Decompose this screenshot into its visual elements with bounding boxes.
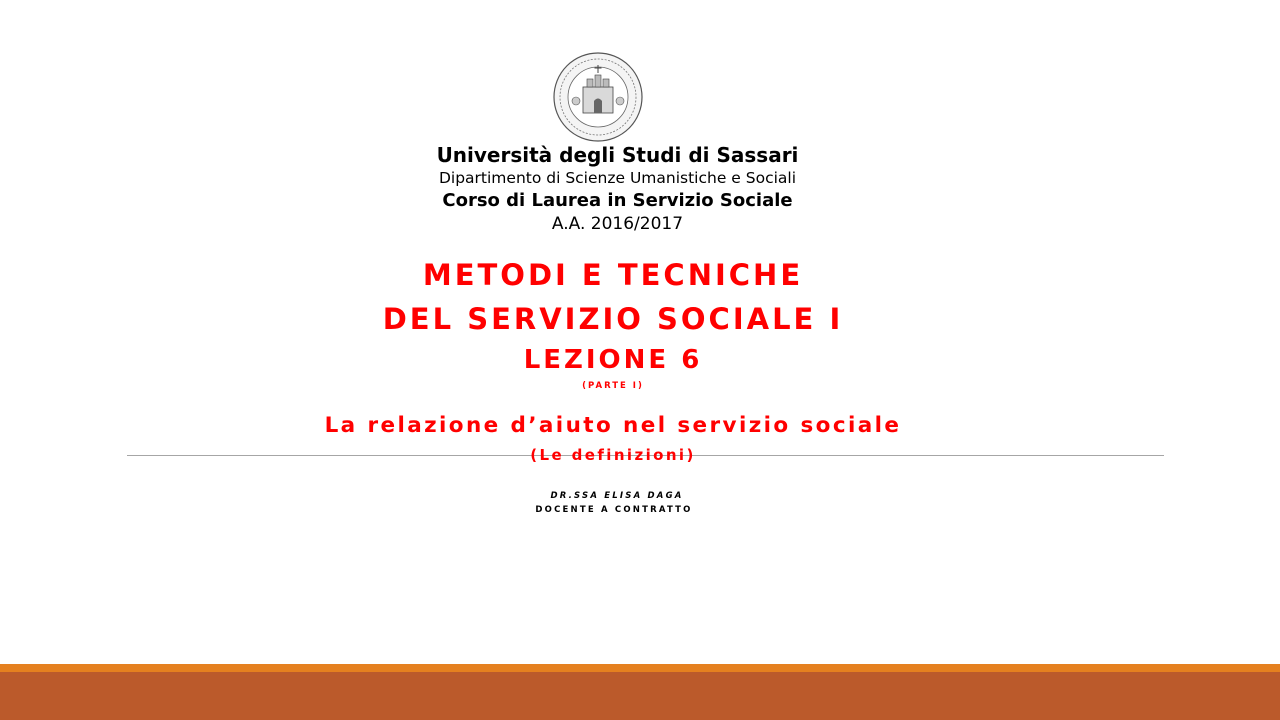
slide-subtitle: La relazione d’aiuto nel servizio sociale	[324, 413, 902, 438]
footer-stripe-rust	[0, 672, 1280, 720]
lesson-part: (PARTE I)	[582, 381, 644, 391]
university-seal-icon	[552, 51, 644, 143]
author-name: DR.SSA ELISA DAGA	[550, 491, 684, 501]
footer-stripe-orange	[0, 664, 1280, 672]
slide-subtitle-secondary: (Le definizioni)	[530, 446, 696, 464]
author-role: DOCENTE A CONTRATTO	[535, 505, 693, 515]
department-name: Dipartimento di Scienze Umanistiche e Sociali	[438, 169, 797, 187]
course-name: Corso di Laurea in Servizio Sociale	[442, 190, 793, 211]
title-line-2: DEL SERVIZIO SOCIALE I	[382, 302, 844, 336]
lesson-number: LEZIONE 6	[523, 345, 703, 375]
academic-year: A.A. 2016/2017	[551, 214, 684, 234]
university-name: Università degli Studi di Sassari	[436, 143, 799, 167]
title-line-1: METODI E TECNICHE	[422, 258, 804, 292]
